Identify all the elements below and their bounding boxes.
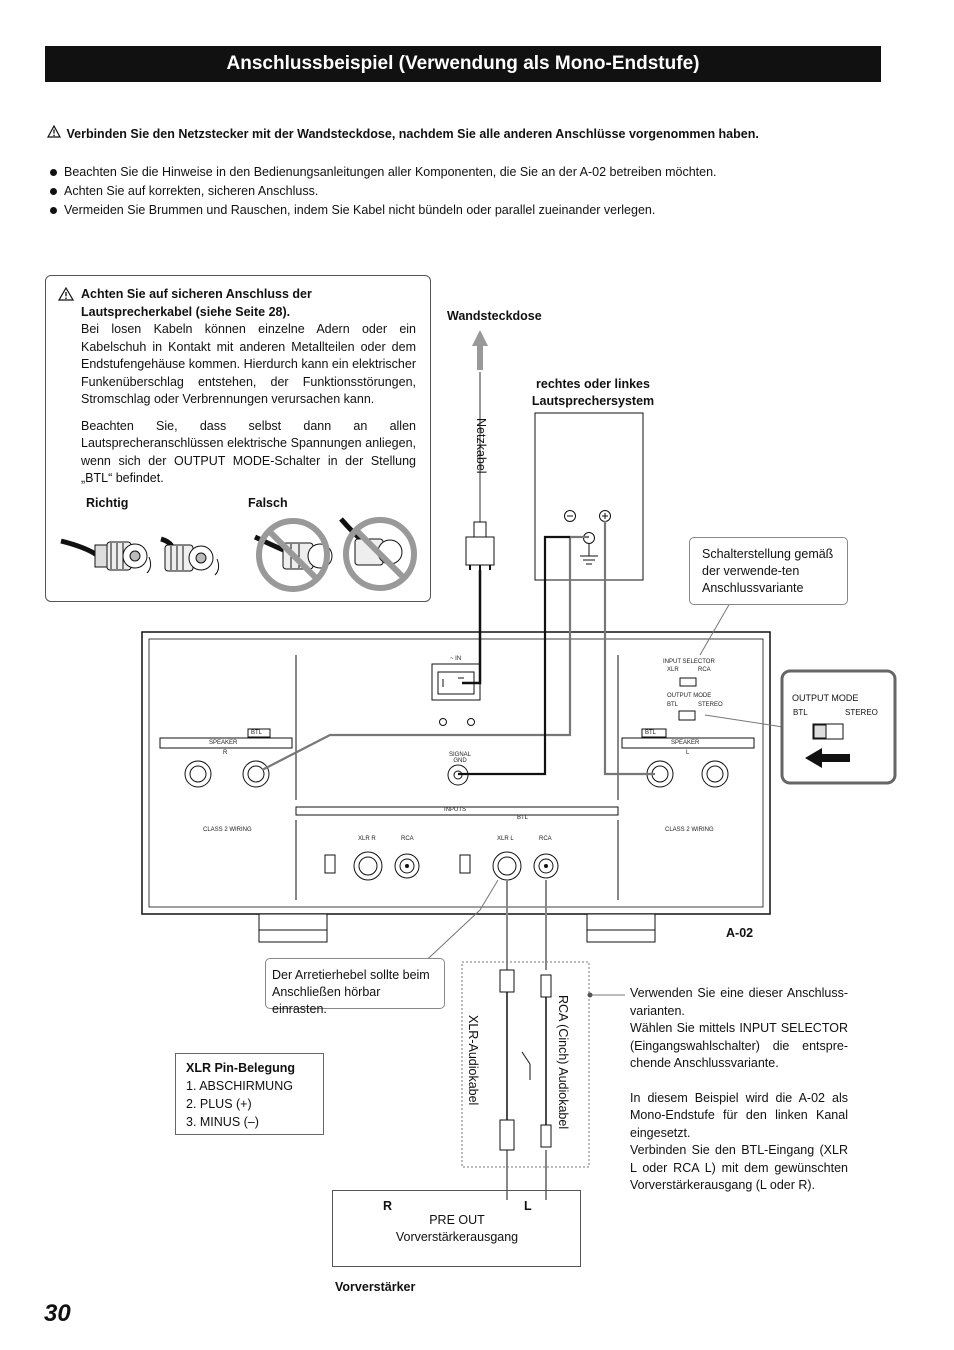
channel-l-label: L <box>686 750 690 756</box>
note-heading: Achten Sie auf sicheren Anschluss der Lautsprecherkabel (siehe Seite 28). <box>81 287 312 319</box>
correct-label: Richtig <box>86 496 129 510</box>
panel-stereo-label: STEREO <box>698 702 723 708</box>
xlr-r-label: XLR R <box>358 836 376 842</box>
output-mode-title: OUTPUT MODE <box>792 693 859 703</box>
preamp-caption: Vorverstärker <box>335 1280 416 1294</box>
rca-r-label: RCA <box>401 836 414 842</box>
note-paragraph: Verbinden Sie den BTL-Eingang (XLR L oder RCA L) mit dem gewünschten Vorverstärkerausgang (L oder R). <box>630 1143 848 1192</box>
list-item: 3. MINUS (–) <box>186 1115 259 1129</box>
preamp-r-label: R <box>383 1199 393 1213</box>
input-variants-note <box>630 985 848 1195</box>
lock-callout <box>265 958 445 1016</box>
list-item: 2. PLUS (+) <box>186 1097 252 1111</box>
amplifier-panel <box>142 632 770 942</box>
selector-rca-label: RCA <box>698 667 711 673</box>
switch-callout-text: Schalterstellung gemäß der verwende-ten Anschlussvariante <box>702 547 834 595</box>
xlr-cable-label: XLR-Audiokabel <box>466 1015 480 1106</box>
selector-xlr-label: XLR <box>667 667 679 673</box>
pin-title: XLR Pin-Belegung <box>186 1061 296 1075</box>
xlr-cable-illustration <box>500 970 514 1150</box>
channel-r-label: R <box>223 750 228 756</box>
panel-btl-label: BTL <box>667 702 679 708</box>
list-item: Achten Sie auf korrekten, sicheren Anschluss. <box>50 182 910 201</box>
xlr-l-label: XLR L <box>497 836 514 842</box>
device-name: A-02 <box>726 926 754 940</box>
switch-callout <box>689 537 848 605</box>
pre-out-de-label: Vorverstärkerausgang <box>395 1230 519 1244</box>
list-item: 1. ABSCHIRMUNG <box>186 1079 293 1093</box>
note-paragraph: Bei losen Kabeln können einzelne Adern oder ein Kabelschuh in Kontakt mit anderen Metallteilen oder dem Endstufengehäuse kommen. Hierdurch kann ein elektrischer Funkenüberschlag entstehen, der Funktionsstörungen, Stromschlag oder Verbrennungen verursachen kann. <box>81 322 416 406</box>
lock-callout-text: Der Arretierhebel sollte beim Anschließen hörbar einrasten. <box>272 968 430 1016</box>
class2-wiring-label: CLASS 2 WIRING <box>665 827 714 833</box>
btl-minus-label: BTL <box>251 730 263 736</box>
panel-output-mode-label: OUTPUT MODE <box>667 693 712 699</box>
pre-out-label: PRE OUT <box>429 1213 485 1227</box>
xlr-pin-assignment <box>175 1053 324 1135</box>
inputs-label: INPUTS <box>444 807 467 813</box>
power-warning-text: Verbinden Sie den Netzstecker mit der Wandsteckdose, nachdem Sie alle anderen Anschlüsse vorgenommen haben. <box>66 127 759 141</box>
page-number: 30 <box>44 1300 71 1327</box>
rca-cable-illustration <box>541 975 551 1147</box>
note-paragraph: Beachten Sie, dass selbst dann an allen Lautsprecheranschlüssen elektrische Spannungen anliegen, wenn sich der OUTPUT MODE-Schalter in der Stellung „BTL“ befindet. <box>81 418 416 485</box>
btl-plus-label: BTL <box>645 730 657 736</box>
or-separator-icon <box>522 1052 530 1080</box>
wall-outlet-label: Wandsteckdose <box>447 309 542 323</box>
note-paragraph: Verwenden Sie eine dieser Anschluss-varianten. <box>630 986 848 1018</box>
ac-in-label: ~ IN <box>450 656 462 662</box>
speaker-r-label: SPEAKER <box>209 740 238 746</box>
speaker-l-label: SPEAKER <box>671 740 700 746</box>
power-cable-label: Netzkabel <box>474 418 488 474</box>
note-paragraph: Wählen Sie mittels INPUT SELECTOR (Eingangswahlschalter) die entspre-chende Anschlussvariante. <box>630 1021 848 1070</box>
preamp-l-label: L <box>524 1199 532 1213</box>
list-item: Beachten Sie die Hinweise in den Bedienungsanleitungen aller Komponenten, die Sie an der A-02 betreiben möchten. <box>50 163 910 182</box>
preamp-box <box>332 1190 581 1267</box>
wrong-label: Falsch <box>248 496 288 510</box>
input-selector-label: INPUT SELECTOR <box>663 659 715 665</box>
output-mode-stereo: STEREO <box>845 708 878 717</box>
page-title-text: Anschlussbeispiel (Verwendung als Mono-Endstufe) <box>226 53 700 74</box>
list-item: Vermeiden Sie Brummen und Rauschen, indem Sie Kabel nicht bündeln oder parallel zueinander verlegen. <box>50 201 910 220</box>
power-plug-icon <box>466 522 494 570</box>
output-mode-btl: BTL <box>793 708 808 717</box>
rca-cable-label: RCA (Cinch) Audiokabel <box>556 995 570 1130</box>
note-paragraph: In diesem Beispiel wird die A-02 als Mono-Endstufe für den linken Kanal eingesetzt. <box>630 1090 848 1140</box>
speaker-system-label: rechtes oder linkes Lautsprechersystem <box>531 377 655 408</box>
rca-l-label: RCA <box>539 836 552 842</box>
btl-input-label: BTL <box>517 815 529 821</box>
signal-gnd-label: SIGNAL GND <box>448 752 471 764</box>
class2-wiring-label: CLASS 2 WIRING <box>203 827 252 833</box>
